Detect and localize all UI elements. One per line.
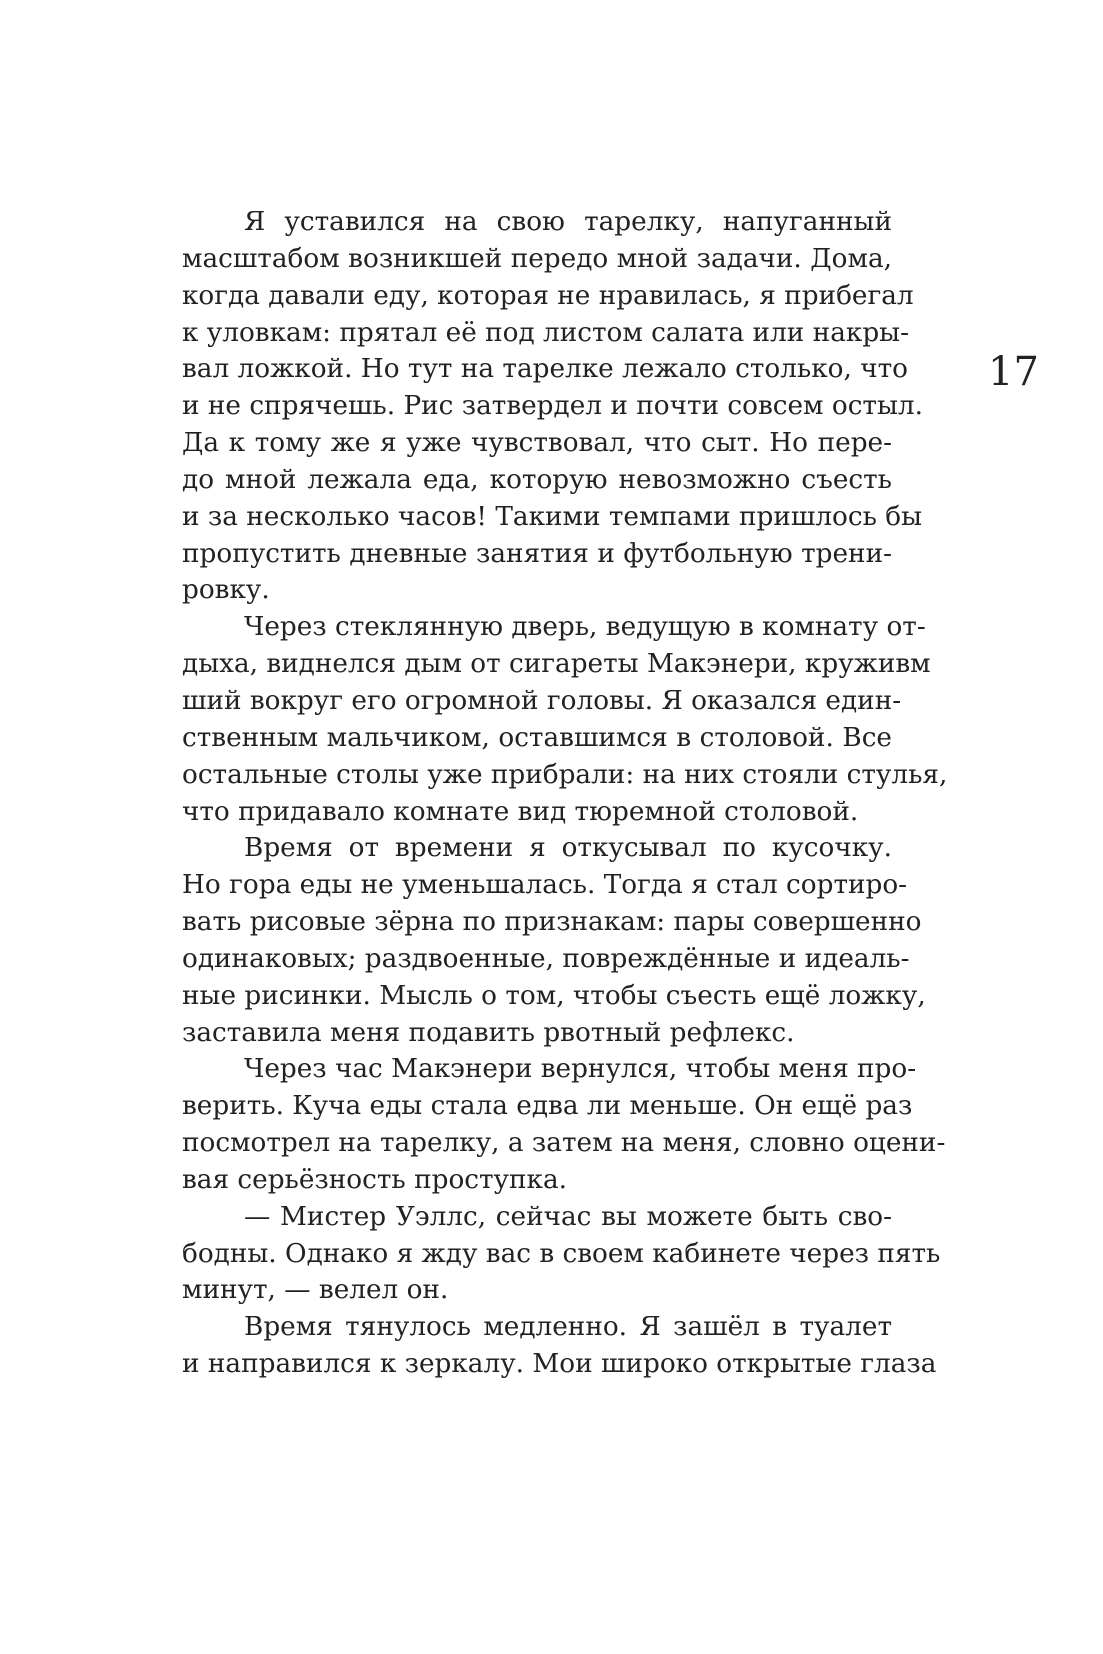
text-line: Да к тому же я уже чувствовал, что сыт. Но пере- <box>182 428 892 459</box>
text-line: посмотрел на тарелку, а затем на меня, словно оцени- <box>182 1128 946 1159</box>
text-line: минут, — велел он. <box>182 1275 449 1306</box>
text-line: бодны. Однако я жду вас в своем кабинете через пять <box>182 1238 941 1269</box>
paragraph <box>182 830 926 1051</box>
text-line: пропустить дневные занятия и футбольную трени- <box>182 538 892 569</box>
text-line: Но гора еды не уменьшалась. Тогда я стал сортиро- <box>182 870 908 901</box>
paragraph <box>182 204 923 609</box>
text-line: масштабом возникшей передо мной задачи. Дома, <box>182 243 892 274</box>
text-line: и за несколько часов! Такими темпами пришлось бы <box>182 501 923 532</box>
text-line: и не спрячешь. Рис затвердел и почти совсем остыл. <box>182 391 923 422</box>
paragraph <box>182 609 948 830</box>
text-line: одинаковых; раздвоенные, повреждённые и идеаль- <box>182 943 910 974</box>
text-line: ший вокруг его огромной головы. Я оказался един- <box>182 685 902 716</box>
text-line: — Мистер Уэллс, сейчас вы можете быть сво- <box>244 1201 892 1232</box>
paragraph <box>182 1199 941 1310</box>
paragraph <box>182 1309 937 1383</box>
text-line: верить. Куча еды стала едва ли меньше. Он ещё раз <box>182 1091 913 1122</box>
page-number: 17 <box>988 349 1039 395</box>
text-line: к уловкам: прятал её под листом салата или накры- <box>182 317 909 348</box>
text-line: ровку. <box>182 575 270 606</box>
text-line: вать рисовые зёрна по признакам: пары совершенно <box>182 907 922 938</box>
text-line: Время от времени я откусывал по кусочку. <box>244 833 892 864</box>
text-line: что придавало комнате вид тюремной столовой. <box>182 796 859 827</box>
text-line: Я уставился на свою тарелку, напуганный <box>244 207 892 237</box>
text-line: когда давали еду, которая не нравилась, я прибегал <box>182 280 914 311</box>
text-line: остальные столы уже прибрали: на них стояли стулья, <box>182 759 948 790</box>
text-line: вал ложкой. Но тут на тарелке лежало столько, что <box>182 354 909 385</box>
text-line: дыха, виднелся дым от сигареты Макэнери, круживм <box>182 649 931 680</box>
text-line: ственным мальчиком, оставшимся в столовой. Все <box>182 722 892 753</box>
text-line: ные рисинки. Мысль о том, чтобы съесть ещё ложку, <box>182 980 926 1011</box>
body-text <box>182 204 948 1383</box>
text-line: вая серьёзность проступка. <box>182 1164 568 1195</box>
text-line: заставила меня подавить рвотный рефлекс. <box>182 1017 795 1048</box>
text-line: Через час Макэнери вернулся, чтобы меня про- <box>244 1054 917 1085</box>
text-line: и направился к зеркалу. Мои широко открытые глаза <box>182 1349 937 1380</box>
text-line: Время тянулось медленно. Я зашёл в туалет <box>244 1312 892 1343</box>
text-line: Через стеклянную дверь, ведущую в комнату от- <box>244 612 926 643</box>
paragraph <box>182 1051 946 1198</box>
text-line: до мной лежала еда, которую невозможно съесть <box>182 464 892 495</box>
